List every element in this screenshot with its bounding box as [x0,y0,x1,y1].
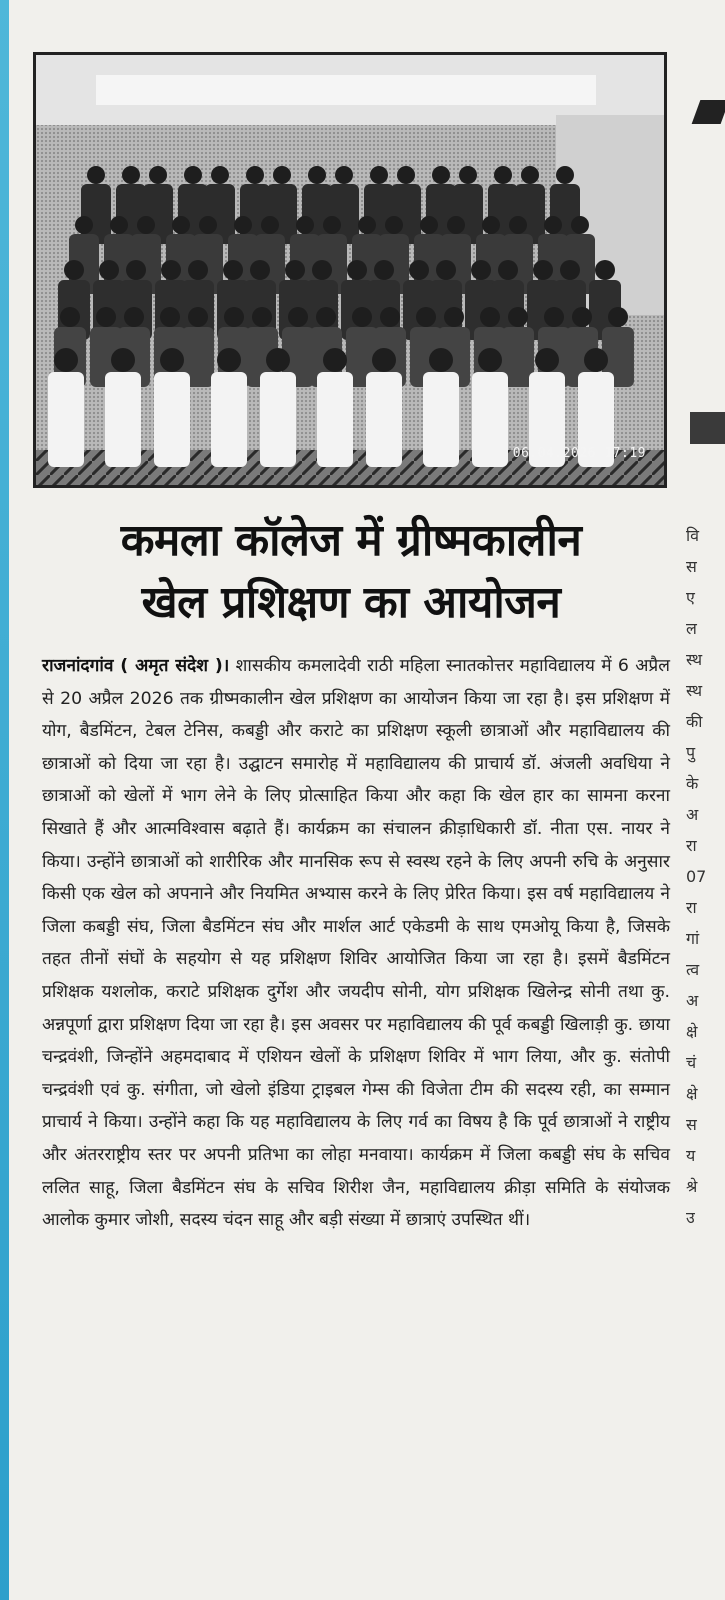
adjacent-column-line: य [686,1146,696,1165]
person-head [110,216,128,234]
person-head [126,260,146,280]
adjacent-column-line: चं [686,1053,697,1072]
person-head [308,166,326,184]
article-text: शासकीय कमलादेवी राठी महिला स्नातकोत्तर महाविद्यालय में 6 अप्रैल से 20 अप्रैल 2026 तक ग्रीष्मकालीन खेल प्रशिक्षण का आयोजन किया जा रहा है। इस प्रशिक्षण में योग, बैडमिंटन, टेबल टेनिस, कबड्डी और कराटे का प्रशिक्षण स्कूली छात्राओं और महाविद्यालय की छात्राओं को दिया जा रहा है। उद्घाटन समारोह में महाविद्यालय की प्राचार्य डॉ. अंजली अवधिया ने छात्राओं को खेलों में भाग लेने के लिए प्रोत्साहित किया और कहा कि खेल हार का सामना करना सिखाते हैं और आत्मविश्वास बढ़ाते हैं। कार्यक्रम का संचालन क्रीड़ाधिकारी डॉ. नीता एस. नायर ने किया। उन्होंने छात्राओं को शारीरिक और मानसिक रूप से स्वस्थ रहने के लिए अपनी रुचि के अनुसार किसी एक खेल को अपनाने और नियमित अभ्यास करने के लिए प्रेरित किया। इस वर्ष महाविद्यालय ने जिला कबड्डी संघ, जिला बैडमिंटन संघ और मार्शल आर्ट एकेडमी के साथ एमओयू किया है, जिसके तहत तीनों संघों के सहयोग से यह प्रशिक्षण शिविर आयोजित किया जा रहा है। इसमें बैडमिंटन प्रशिक्षक यशलोक, कराटे प्रशिक्षक दुर्गेश और जयदीप सोनी, योग प्रशिक्षक खिलेन्द्र सोनी तथा कु. अन्नपूर्णा द्वारा प्रशिक्षण दिया जा रहा है। इस अवसर पर महाविद्यालय की पूर्व कबड्डी खिलाड़ी कु. छाया चन्द्रवंशी, जिन्होंने अहमदाबाद में एशियन खेलों के प्रशिक्षण शिविर में भाग लिया, और कु. संतोपी चन्द्रवंशी एवं कु. संगीता, जो खेलो इंडिया ट्राइबल गेम्स की विजेता टीम की सदस्य रही, का सम्मान प्राचार्य ने किया। उन्होंने कहा कि यह महाविद्यालय के लिए गर्व का विषय है कि पूर्व छात्राओं ने राष्ट्रीय और अंतरराष्ट्रीय स्तर पर अपनी प्रतिभा का लोहा मनवाया। कार्यक्रम में जिला कबड्डी संघ के सचिव ललित साहू, जिला बैडमिंटन संघ के सचिव शिरीश जैन, महाविद्यालय क्रीड़ा समिति के संयोजक आलोक कुमार जोशी, सदस्य चंदन साहू और बड़ी संख्या में छात्राएं उपस्थित थीं। [42,656,670,1231]
page-edge [0,0,9,1600]
person-head [96,307,116,327]
person-head [54,348,78,372]
person-head [556,166,574,184]
person-head [397,166,415,184]
adjacent-column-line: अ [686,991,699,1010]
adjacent-column-line: 07 [686,867,707,886]
person-head [266,348,290,372]
person-head [335,166,353,184]
person-body [154,372,190,467]
person-body [211,372,247,467]
person-head [358,216,376,234]
person-head [444,307,464,327]
person-head [199,216,217,234]
person-head [380,307,400,327]
person-head [447,216,465,234]
adjacent-column-line: की [686,712,703,731]
person-head [494,166,512,184]
person-head [471,260,491,280]
person-head [250,260,270,280]
person-head [172,216,190,234]
person-head [509,216,527,234]
person-head [288,307,308,327]
adjacent-article-column [686,520,725,1233]
person-head [544,307,564,327]
person-head [409,260,429,280]
person-head [459,166,477,184]
person-head [160,348,184,372]
person-head [560,260,580,280]
adjacent-column-line: गां [686,929,700,948]
adjacent-article-marker [690,412,725,444]
person-head [385,216,403,234]
headline-line-1: कमला कॉलेज में ग्रीष्मकालीन [120,515,582,566]
person-head [161,260,181,280]
person-body [105,372,141,467]
person-head [149,166,167,184]
person-head [211,166,229,184]
person-head [312,260,332,280]
article-dateline: राजनांदगांव ( अमृत संदेश )। [42,656,230,676]
person-body [48,372,84,467]
person-head [217,348,241,372]
person-head [608,307,628,327]
person-body [260,372,296,467]
person-head [224,307,244,327]
person-head [372,348,396,372]
person-head [316,307,336,327]
article-body [42,650,670,1237]
person-head [188,307,208,327]
adjacent-column-line: स [686,557,697,576]
person-body [317,372,353,467]
person-head [296,216,314,234]
adjacent-column-line: ए [686,588,695,607]
person-head [571,216,589,234]
adjacent-column-line: उ [686,1208,695,1227]
person-head [261,216,279,234]
adjacent-column-line: क्षे [686,1084,698,1103]
person-head [480,307,500,327]
person-head [595,260,615,280]
person-head [370,166,388,184]
person-body [366,372,402,467]
person-head [64,260,84,280]
person-head [432,166,450,184]
adjacent-column-line: अ [686,805,699,824]
person-head [584,348,608,372]
group-photo [33,52,667,488]
person-head [75,216,93,234]
headline [35,510,667,634]
person-head [478,348,502,372]
person-head [533,260,553,280]
person-head [498,260,518,280]
person-head [416,307,436,327]
person-head [188,260,208,280]
person-head [122,166,140,184]
person-body [472,372,508,467]
person-head [482,216,500,234]
person-head [252,307,272,327]
person-head [544,216,562,234]
adjacent-column-line: क्षे [686,1022,698,1041]
person-head [535,348,559,372]
person-head [521,166,539,184]
adjacent-column-line: वि [686,526,700,545]
adjacent-column-line: स्थ [686,681,703,700]
person-head [137,216,155,234]
person-head [323,216,341,234]
photo-timestamp: 06.04.2026 17:19 [512,446,646,461]
person-head [508,307,528,327]
person-head [572,307,592,327]
adjacent-column-line: श्रे [686,1177,698,1196]
person-head [246,166,264,184]
person-head [436,260,456,280]
adjacent-column-line: रा [686,836,697,855]
person-head [111,348,135,372]
person-head [87,166,105,184]
person-head [160,307,180,327]
person-head [347,260,367,280]
person-head [273,166,291,184]
person-head [184,166,202,184]
person-head [223,260,243,280]
adjacent-column-line: के [686,774,699,793]
adjacent-column-line: स्थ [686,650,703,669]
person-head [285,260,305,280]
headline-line-2: खेल प्रशिक्षण का आयोजन [141,577,561,628]
person-head [124,307,144,327]
person-head [374,260,394,280]
adjacent-column-line: पु [686,743,696,762]
person-head [420,216,438,234]
person-body [423,372,459,467]
person-head [99,260,119,280]
person-head [60,307,80,327]
group-photo-illustration [36,55,664,485]
person-head [429,348,453,372]
adjacent-column-line: रा [686,898,697,917]
adjacent-column-line: त्व [686,960,700,979]
adjacent-column-line: स [686,1115,697,1134]
person-head [323,348,347,372]
person-head [234,216,252,234]
person-head [352,307,372,327]
adjacent-column-line: ल [686,619,697,638]
